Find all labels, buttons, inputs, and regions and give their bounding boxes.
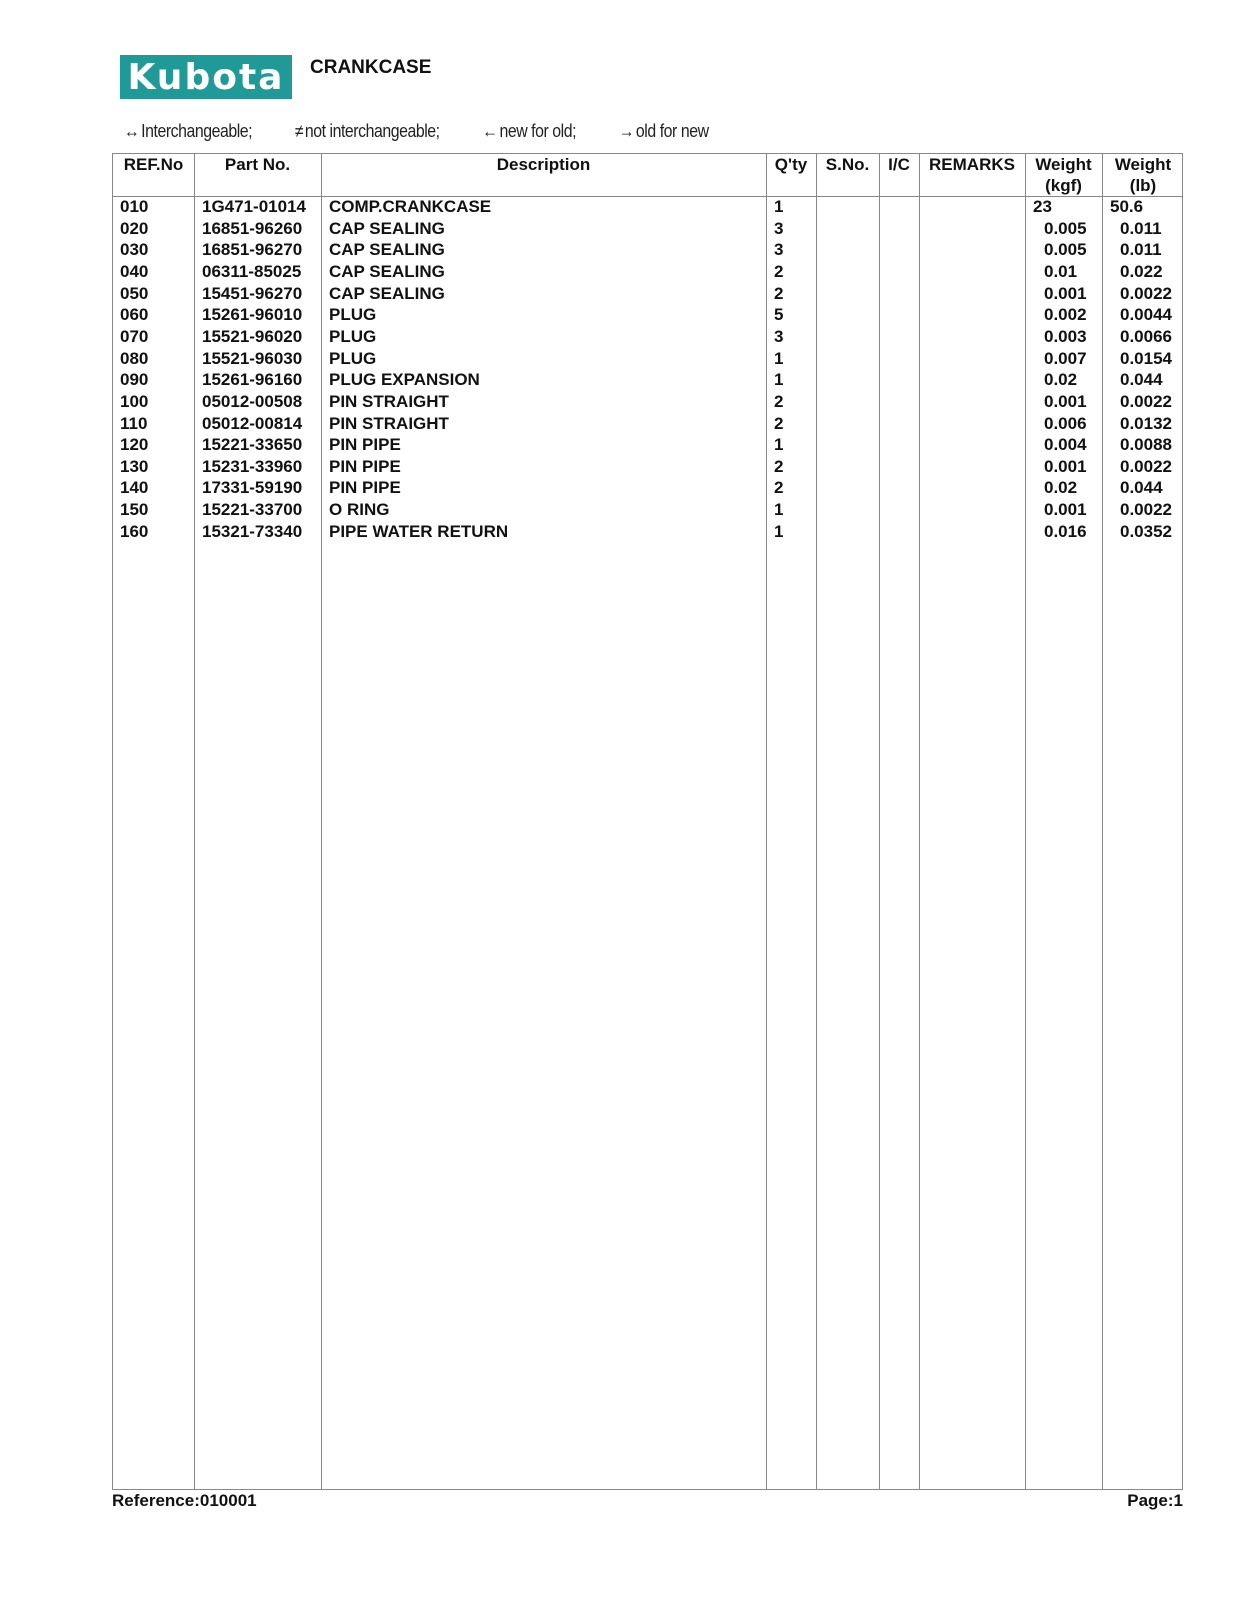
part-no-cell: 15221-33650 [202, 435, 303, 455]
table-row [113, 327, 1182, 349]
qty-cell: 3 [774, 326, 784, 346]
weight-kgf-cell: 0.006 [1044, 413, 1087, 433]
weight-lb-cell: 0.0022 [1120, 283, 1172, 303]
column-header-description: Description [496, 155, 591, 174]
description-cell: PIPE WATER RETURN [329, 521, 509, 541]
table-row [113, 349, 1182, 371]
weight-lb-cell: 0.0022 [1120, 500, 1172, 520]
weight-lb-cell: 0.0088 [1120, 435, 1172, 455]
weight-lb-cell: 0.0352 [1120, 521, 1172, 541]
qty-cell: 1 [774, 500, 784, 520]
ref-no-cell: 160 [120, 521, 149, 541]
description-cell: PLUG EXPANSION [329, 370, 480, 390]
description-cell: CAP SEALING [329, 261, 445, 281]
bidirectional-arrow-icon: ↔ [124, 121, 140, 141]
part-no-cell: 15261-96010 [202, 305, 303, 325]
description-cell: PIN PIPE [329, 478, 401, 498]
description-cell: PIN STRAIGHT [329, 391, 449, 411]
weight-kgf-cell: 0.007 [1044, 348, 1087, 368]
not-equal-icon: ≠ [294, 121, 304, 141]
weight-lb-cell: 50.6 [1110, 197, 1144, 216]
table-row [113, 457, 1182, 479]
part-no-cell: 05012-00814 [202, 413, 303, 433]
description-cell: CAP SEALING [329, 218, 445, 238]
weight-lb-cell: 0.0022 [1120, 456, 1172, 476]
part-no-cell: 17331-59190 [202, 478, 303, 498]
table-row [113, 392, 1182, 414]
qty-cell: 1 [774, 521, 784, 541]
part-no-cell: 1G471-01014 [202, 197, 306, 216]
weight-kgf-cell: 0.001 [1044, 283, 1087, 303]
weight-kgf-cell: 0.004 [1044, 435, 1087, 455]
table-row [113, 435, 1182, 457]
part-no-cell: 15231-33960 [202, 456, 303, 476]
table-row [113, 522, 1182, 544]
ref-no-cell: 040 [120, 261, 149, 281]
kubota-logo: Kubota [120, 55, 292, 99]
qty-cell: 3 [774, 218, 784, 238]
part-no-cell: 16851-96260 [202, 218, 303, 238]
table-row [113, 219, 1182, 241]
ref-no-cell: 130 [120, 456, 149, 476]
weight-kgf-cell: 0.016 [1044, 521, 1087, 541]
parts-table [112, 153, 1183, 1490]
table-row [113, 370, 1182, 392]
weight-kgf-cell: 0.02 [1044, 478, 1078, 498]
part-no-cell: 15521-96030 [202, 348, 303, 368]
column-header-part-no: Part No. [224, 155, 291, 174]
part-no-cell: 15221-33700 [202, 500, 303, 520]
part-no-cell: 06311-85025 [202, 261, 302, 281]
description-cell: PIN STRAIGHT [329, 413, 449, 433]
weight-kgf-cell: 0.005 [1044, 218, 1087, 238]
qty-cell: 2 [774, 456, 784, 476]
qty-cell: 1 [774, 435, 784, 455]
weight-lb-cell: 0.0132 [1120, 413, 1172, 433]
table-row [113, 500, 1182, 522]
qty-cell: 2 [774, 283, 784, 303]
description-cell: COMP.CRANKCASE [329, 197, 492, 216]
table-row [113, 262, 1182, 284]
table-row [113, 284, 1182, 306]
qty-cell: 2 [774, 478, 784, 498]
ref-no-cell: 140 [120, 478, 149, 498]
weight-kgf-cell: 0.001 [1044, 391, 1087, 411]
weight-lb-cell: 0.044 [1120, 478, 1163, 498]
column-header-remarks: REMARKS [929, 155, 1015, 174]
page-number: Page:1 [1127, 1491, 1183, 1510]
part-no-cell: 15261-96160 [202, 370, 303, 390]
qty-cell: 1 [774, 370, 784, 390]
weight-lb-cell: 0.022 [1120, 261, 1163, 281]
qty-cell: 3 [774, 240, 784, 260]
description-cell: O RING [329, 500, 390, 520]
description-cell: CAP SEALING [329, 240, 445, 260]
part-no-cell: 05012-00508 [202, 391, 303, 411]
description-cell: PLUG [329, 326, 377, 346]
description-cell: CAP SEALING [329, 283, 445, 303]
part-no-cell: 15321-73340 [202, 521, 303, 541]
weight-kgf-cell: 0.001 [1044, 456, 1087, 476]
table-row [113, 240, 1182, 262]
description-cell: PIN PIPE [329, 456, 401, 476]
column-header-ic: I/C [888, 155, 910, 174]
weight-kgf-cell: 0.001 [1044, 500, 1087, 520]
ref-no-cell: 100 [120, 391, 149, 411]
reference-number: Reference:010001 [112, 1491, 257, 1510]
page-title: CRANKCASE [310, 57, 432, 78]
column-header-weight-kgf: Weight (kgf) [1035, 155, 1092, 195]
description-cell: PLUG [329, 348, 377, 368]
part-no-cell: 16851-96270 [202, 240, 303, 260]
weight-lb-cell: 0.011 [1120, 218, 1162, 238]
weight-lb-cell: 0.0022 [1120, 391, 1172, 411]
ref-no-cell: 030 [120, 240, 149, 260]
table-row [113, 414, 1182, 436]
table-row [113, 305, 1182, 327]
ref-no-cell: 090 [120, 370, 149, 390]
table-row [113, 478, 1182, 500]
weight-lb-cell: 0.044 [1120, 370, 1163, 390]
ref-no-cell: 050 [120, 283, 149, 303]
column-header-ref-no: REF.No [123, 155, 184, 174]
part-no-cell: 15521-96020 [202, 326, 303, 346]
weight-lb-cell: 0.0066 [1120, 326, 1172, 346]
ref-no-cell: 070 [120, 326, 149, 346]
qty-cell: 5 [774, 305, 784, 325]
ref-no-cell: 120 [120, 435, 149, 455]
column-header-weight-lb: Weight (lb) [1114, 155, 1172, 195]
qty-cell: 1 [774, 197, 784, 216]
qty-cell: 2 [774, 391, 784, 411]
legend-new-for-old: ←new for old; [482, 121, 577, 141]
description-cell: PLUG [329, 305, 377, 325]
ref-no-cell: 020 [120, 218, 149, 238]
qty-cell: 1 [774, 348, 784, 368]
weight-kgf-cell: 0.01 [1044, 261, 1078, 281]
weight-kgf-cell: 23 [1033, 197, 1052, 216]
column-header-qty: Q'ty [774, 155, 808, 174]
legend-old-for-new: →old for new [618, 121, 709, 141]
weight-lb-cell: 0.011 [1120, 240, 1162, 260]
column-header-serial-no: S.No. [825, 155, 870, 174]
weight-kgf-cell: 0.005 [1044, 240, 1087, 260]
qty-cell: 2 [774, 261, 784, 281]
weight-kgf-cell: 0.003 [1044, 326, 1087, 346]
ref-no-cell: 110 [120, 413, 148, 433]
table-row [113, 197, 1182, 219]
weight-kgf-cell: 0.002 [1044, 305, 1087, 325]
ref-no-cell: 060 [120, 305, 149, 325]
right-arrow-icon: → [618, 121, 635, 141]
qty-cell: 2 [774, 413, 784, 433]
weight-lb-cell: 0.0044 [1120, 305, 1172, 325]
ref-no-cell: 150 [120, 500, 149, 520]
description-cell: PIN PIPE [329, 435, 401, 455]
ref-no-cell: 080 [120, 348, 149, 368]
legend-not-interchangeable: ≠not interchangeable; [294, 121, 440, 141]
ref-no-cell: 010 [120, 197, 149, 216]
part-no-cell: 15451-96270 [202, 283, 303, 303]
weight-kgf-cell: 0.02 [1044, 370, 1078, 390]
interchangeability-legend [124, 121, 747, 142]
left-arrow-icon: ← [482, 121, 498, 141]
legend-interchangeable: ↔Interchangeable; [124, 121, 253, 141]
weight-lb-cell: 0.0154 [1120, 348, 1172, 368]
